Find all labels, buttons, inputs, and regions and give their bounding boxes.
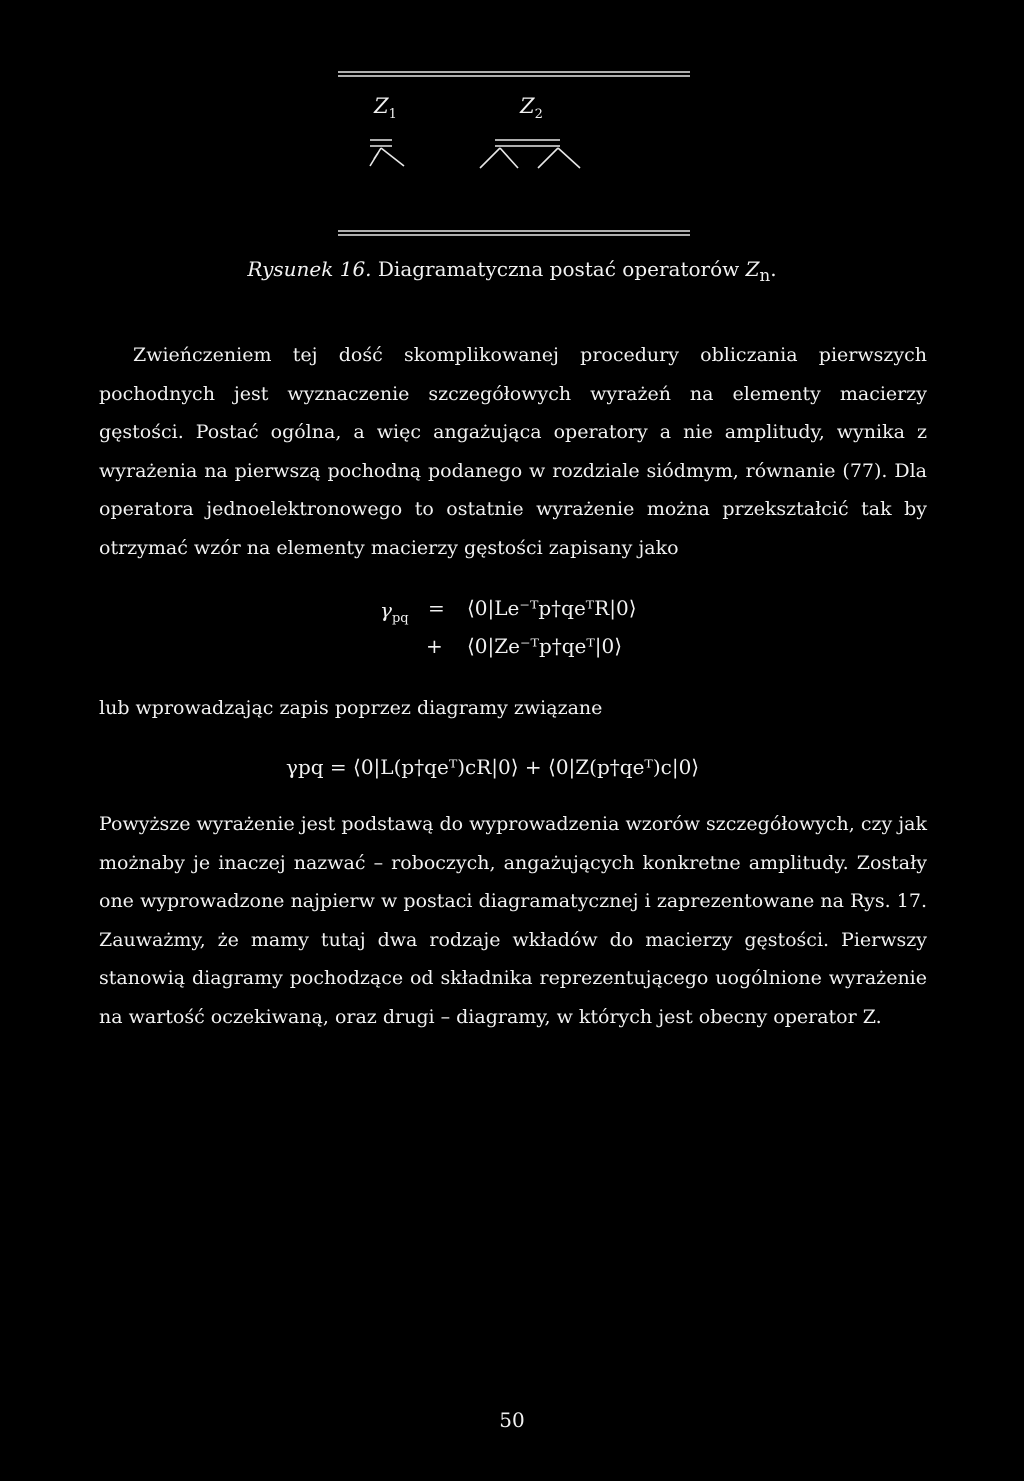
diagram-label-z1: $Z_1$ [374, 94, 397, 123]
figure-16 [330, 60, 700, 250]
caption-subscript: n [759, 266, 771, 285]
equation-1-plus: + [426, 634, 443, 658]
paragraph-2: lub wprowadzając zapis poprzez diagramy związane [99, 697, 603, 719]
equation-2: γpq = ⟨0|L(p†qeᵀ)cR|0⟩ + ⟨0|Z(p†qeᵀ)c|0⟩ [286, 755, 700, 779]
caption-text: Diagramatyczna postać operatorów [371, 257, 746, 281]
paragraph-3: Powyższe wyrażenie jest podstawą do wyprowadzenia wzorów szczegółowych, czy jak możnaby je inaczej nazwać – roboczych, angażujących konkretne amplitudy. Zostały one wyprowadzone najpierw w postaci diagramatycznej i zaprezentowane na Rys. 17. Zauważmy, że mamy tutaj dwa rodzaje wkładów do macierzy gęstości. Pierwszy stanowią diagramy pochodzące od składnika reprezentującego uogólnione wyrażenie na wartość oczekiwaną, oraz drugi – diagramy, w których jest obecny operator Z. [99, 813, 927, 1028]
equation-1-equals: = [428, 596, 445, 620]
caption-lead: Rysunek 16. [247, 257, 372, 281]
caption-symbol: Z [745, 257, 760, 281]
figure-caption: Rysunek 16. Diagramatyczna postać operatorów $Z_n$. [247, 257, 777, 285]
paragraph-1: Zwieńczeniem tej dość skomplikowanej procedury obliczania pierwszych pochodnych jest wyznaczenie szczegółowych wyrażeń na elementy macierzy gęstości. Postać ogólna, a więc angażująca operatory a nie amplitudy, wynika z wyrażenia na pierwszą pochodną podanego w rozdziale siódmym, równanie (77). Dla operatora jednoelektronowego to ostatnie wyrażenie można przekształcić tak by otrzymać wzór na elementy macierzy gęstości zapisany jako [99, 344, 927, 559]
equation-1-line-2: ⟨0|Ze⁻ᵀp†qeᵀ|0⟩ [467, 634, 623, 658]
equation-1-line-1: ⟨0|Le⁻ᵀp†qeᵀR|0⟩ [467, 596, 637, 620]
z2-diagram [480, 140, 580, 168]
page-number: 50 [499, 1408, 525, 1432]
diagram-drawing [330, 60, 700, 250]
z1-diagram [370, 140, 404, 166]
equation-1-lhs: $\gamma_{pq}$ [380, 598, 409, 626]
diagram-label-z2: $Z_2$ [520, 94, 543, 123]
